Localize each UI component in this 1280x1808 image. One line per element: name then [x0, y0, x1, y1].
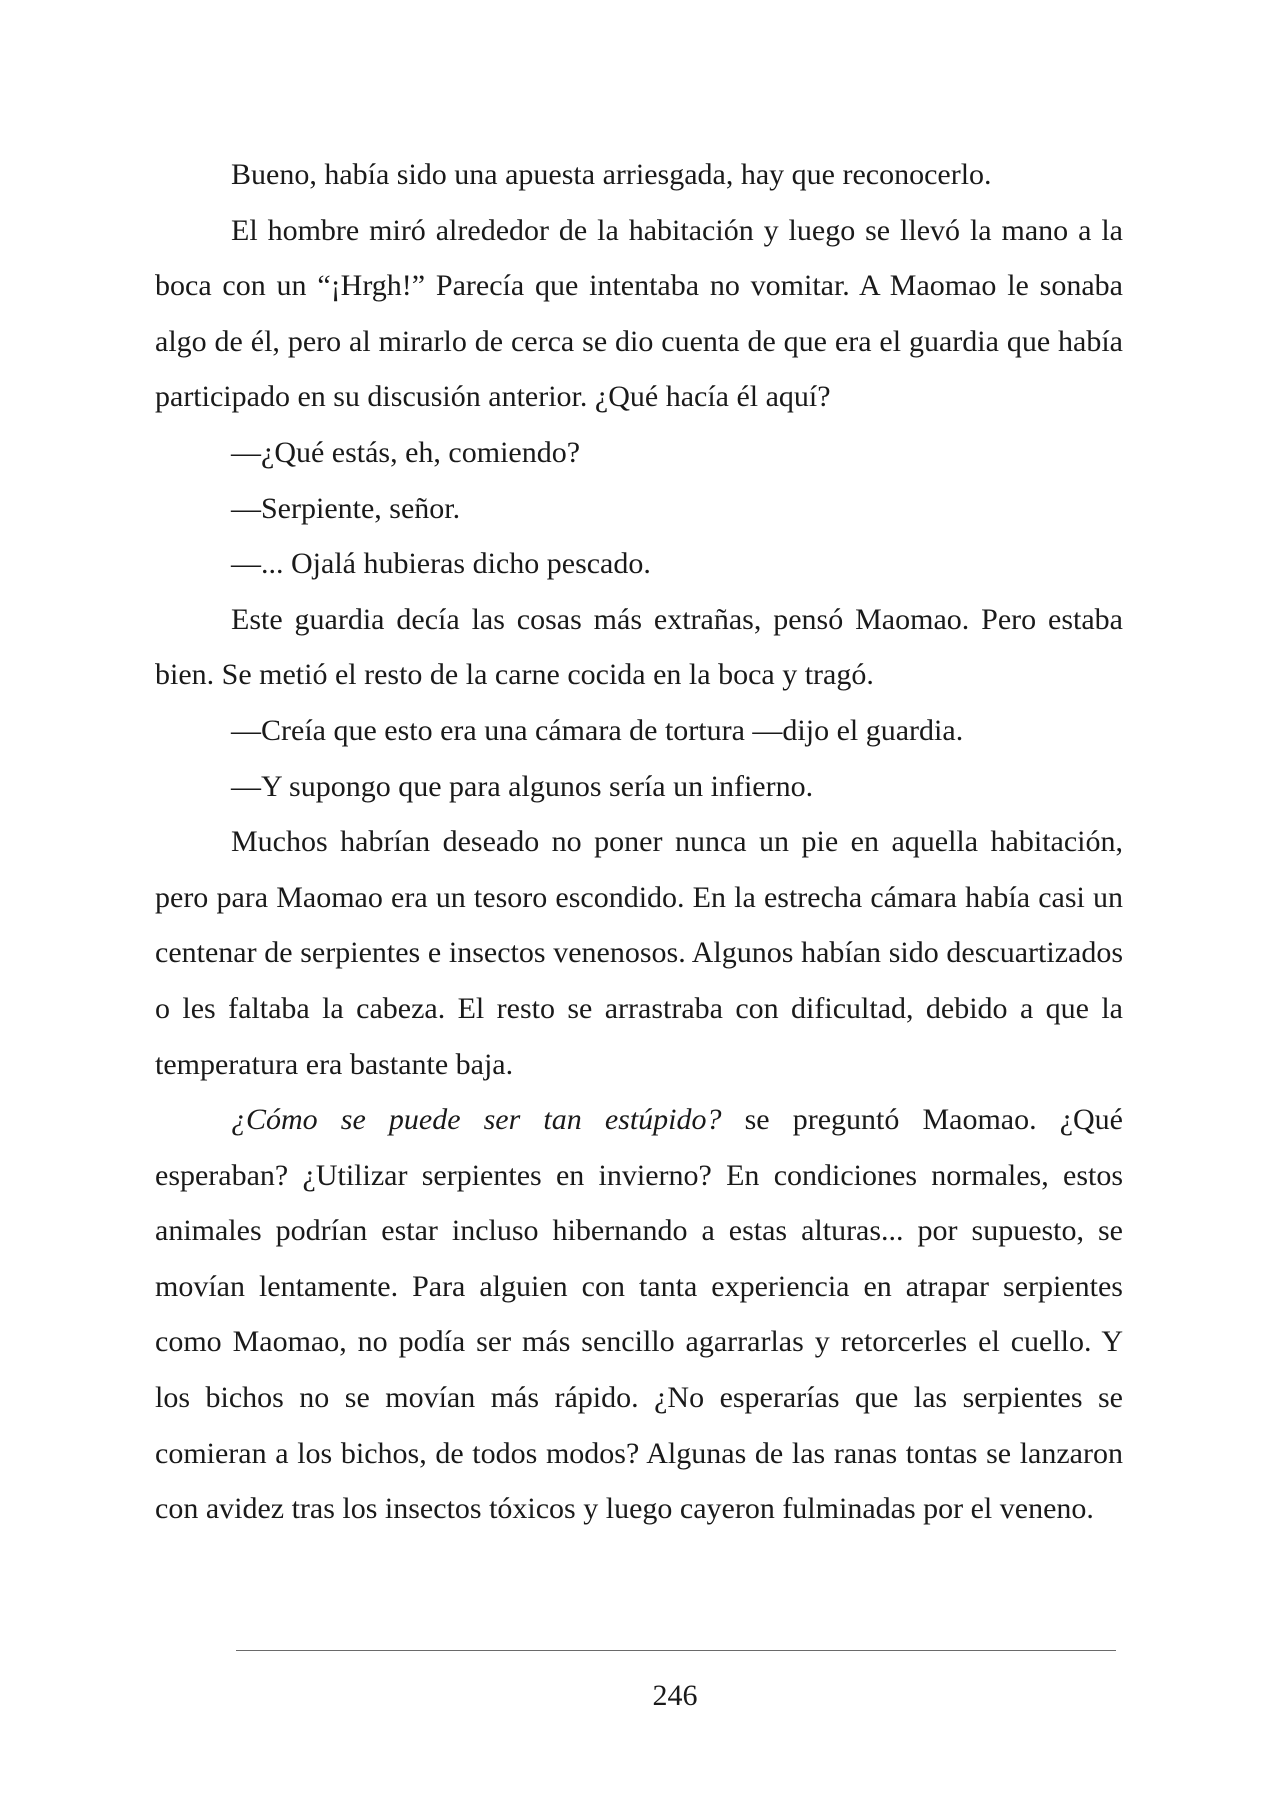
dialogue-line: —Y supongo que para algunos sería un infierno.	[231, 769, 814, 803]
paragraph: Muchos habrían deseado no poner nunca un pie en aquella habitación, pero para Maomao era un tesoro escondido. En la estrecha cámara había casi un centenar de serpientes e insectos venenosos. Algunos habían sido descuartizados o les faltaba la cabeza. El resto se arrastraba con dificultad, debido a que la temperatura era bastante baja.	[155, 825, 1123, 1081]
paragraph: El hombre miró alrededor de la habitación y luego se llevó la mano a la boca con un “¡Hrgh!” Parecía que intentaba no vomitar. A Maomao le sonaba algo de él, pero al mirarlo de cerca se dio cuenta de que era el guardia que había participado en su discusión anterior. ¿Qué hacía él aquí?	[155, 213, 1123, 414]
dialogue-line: —Serpiente, señor.	[231, 491, 461, 525]
paragraph: Este guardia decía las cosas más extrañas, pensó Maomao. Pero estaba bien. Se metió el resto de la carne cocida en la boca y tragó.	[155, 602, 1123, 692]
page-number: 246	[652, 1679, 698, 1712]
page-body	[155, 147, 1123, 1537]
italic-thought: ¿Cómo se puede ser tan estúpido?	[231, 1103, 722, 1137]
paragraph-text: se preguntó Maomao. ¿Qué esperaban? ¿Utilizar serpientes en invierno? En condiciones normales, estos animales podrían estar incluso hibernando a estas alturas... por supuesto, se movían lentamente. Para alguien con tanta experiencia en atrapar serpientes como Maomao, no podía ser más sencillo agarrarlas y retorcerles el cuello. Y los bichos no se movían más rápido. ¿No esperarías que las serpientes se comieran a los bichos, de todos modos? Algunas de las ranas tontas se lanzaron con avidez tras los insectos tóxicos y luego cayeron fulminadas por el veneno.	[155, 1103, 1123, 1526]
paragraph	[155, 1092, 1123, 1537]
dialogue-line: —¿Qué estás, eh, comiendo?	[231, 435, 581, 469]
paragraph: Bueno, había sido una apuesta arriesgada, hay que reconocerlo.	[231, 158, 992, 191]
footer-divider	[236, 1650, 1116, 1651]
dialogue-line: —Creía que esto era una cámara de tortura —dijo el guardia.	[231, 713, 964, 747]
dialogue-line: —... Ojalá hubieras dicho pescado.	[231, 547, 651, 581]
